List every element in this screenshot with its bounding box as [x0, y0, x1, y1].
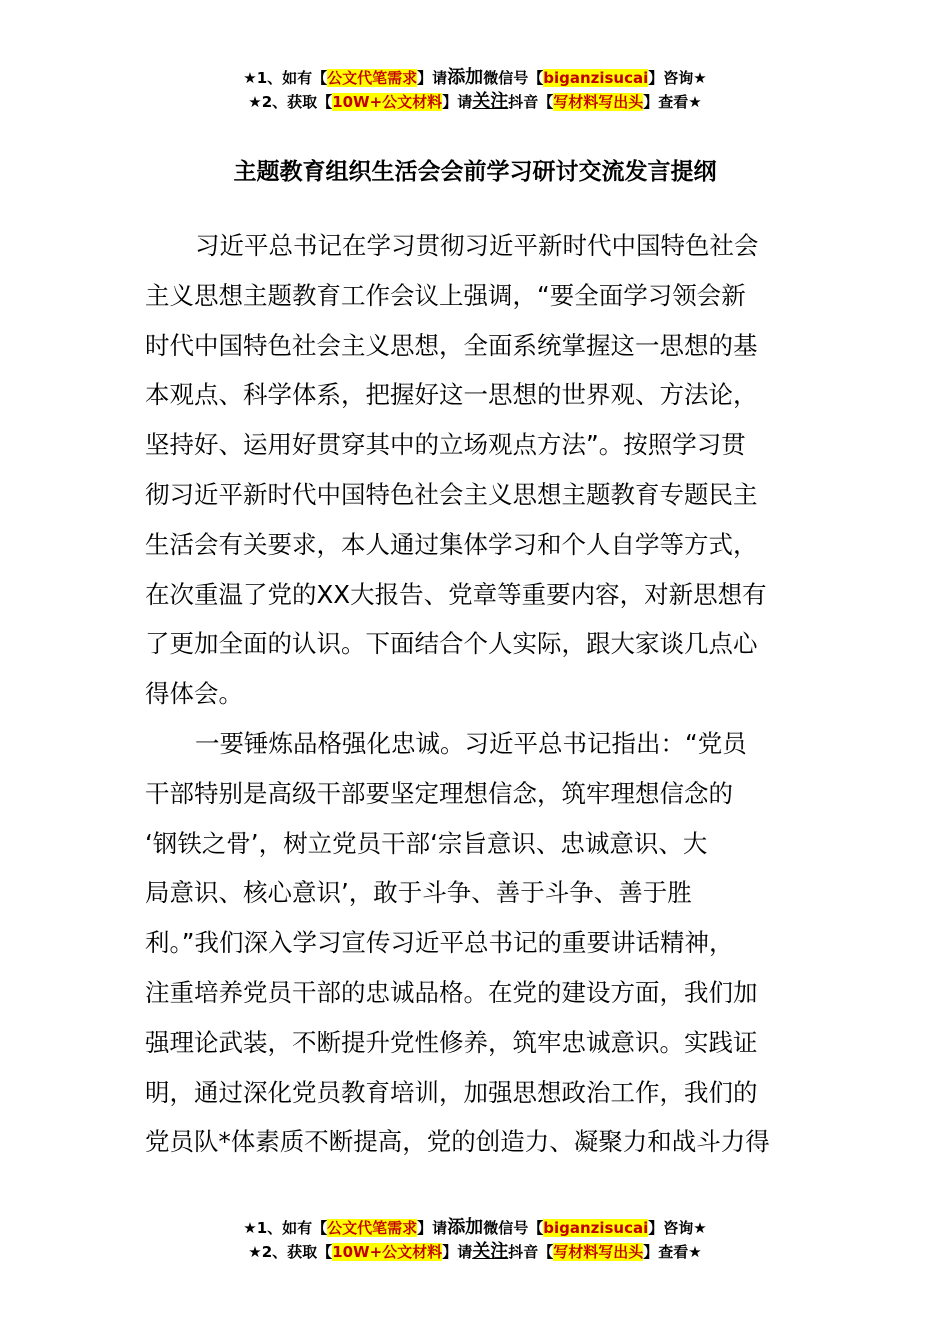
paragraph-line: 了更加全面的认识。下面结合个人实际，跟大家谈几点心 [145, 629, 758, 659]
banner-line-2: ★2、获取【10W+公文材料】请关注抖音【写材料写出头】查看★ [248, 91, 702, 112]
paragraph-line: 利。”我们深入学习宣传习近平总书记的重要讲话精神， [145, 928, 734, 958]
banner-line-2: ★2、获取【10W+公文材料】请关注抖音【写材料写出头】查看★ [248, 1241, 702, 1262]
highlight-wechat-id: biganzisucai [543, 1219, 649, 1237]
header-banner [0, 66, 950, 114]
paragraph-line: 干部特别是高级干部要坚定理想信念，筑牢理想信念的 [145, 778, 733, 808]
document-title: 主题教育组织生活会会前学习研讨交流发言提纲 [233, 159, 717, 185]
banner-line-1: ★1、如有【公文代笔需求】请添加微信号【biganzisucai】咨询★ [243, 67, 707, 88]
paragraph-line: 注重培养党员干部的忠诚品格。在党的建设方面，我们加 [145, 977, 758, 1007]
highlight-materials: 10W+公文材料 [332, 93, 443, 111]
document-body [145, 221, 810, 1167]
paragraph-line: 习近平总书记在学习贯彻习近平新时代中国特色社会 [195, 231, 759, 260]
paragraph-line: 明，通过深化党员教育培训，加强思想政治工作，我们的 [145, 1077, 758, 1107]
paragraph-line: 在次重温了党的XX大报告、党章等重要内容，对新思想有 [145, 579, 767, 609]
highlight-materials: 10W+公文材料 [332, 1243, 443, 1261]
paragraph-line: 彻习近平新时代中国特色社会主义思想主题教育专题民主 [145, 479, 758, 509]
paragraph-line: 时代中国特色社会主义思想，全面系统掌握这一思想的基 [145, 330, 758, 360]
paragraph-line: 生活会有关要求，本人通过集体学习和个人自学等方式， [145, 529, 758, 559]
paragraph-line: 强理论武装，不断提升党性修养，筑牢忠诚意识。实践证 [145, 1027, 758, 1057]
paragraph-line: 得体会。 [145, 679, 243, 709]
paragraph-line: 党员队*体素质不断提高，党的创造力、凝聚力和战斗力得 [145, 1127, 770, 1157]
paragraph-line: 一要锤炼品格强化忠诚。习近平总书记指出：“党员 [195, 728, 747, 758]
highlight-douyin-id: 写材料写出头 [553, 1243, 644, 1261]
paragraph-line: 本观点、科学体系，把握好这一思想的世界观、方法论， [145, 380, 758, 410]
paragraph-line: 局意识、核心意识’，敢于斗争、善于斗争、善于胜 [145, 878, 692, 908]
highlight-service: 公文代笔需求 [327, 1219, 418, 1237]
paragraph-line: 坚持好、运用好贯穿其中的立场观点方法”。按照学习贯 [145, 430, 746, 460]
highlight-wechat-id: biganzisucai [543, 69, 649, 87]
paragraph-line: ‘钢铁之骨’，树立党员干部‘宗旨意识、忠诚意识、大 [145, 828, 708, 858]
highlight-douyin-id: 写材料写出头 [553, 93, 644, 111]
footer-banner [0, 1216, 950, 1264]
banner-line-1: ★1、如有【公文代笔需求】请添加微信号【biganzisucai】咨询★ [243, 1217, 707, 1238]
paragraph-line: 主义思想主题教育工作会议上强调，“要全面学习领会新 [145, 280, 746, 310]
highlight-service: 公文代笔需求 [327, 69, 418, 87]
